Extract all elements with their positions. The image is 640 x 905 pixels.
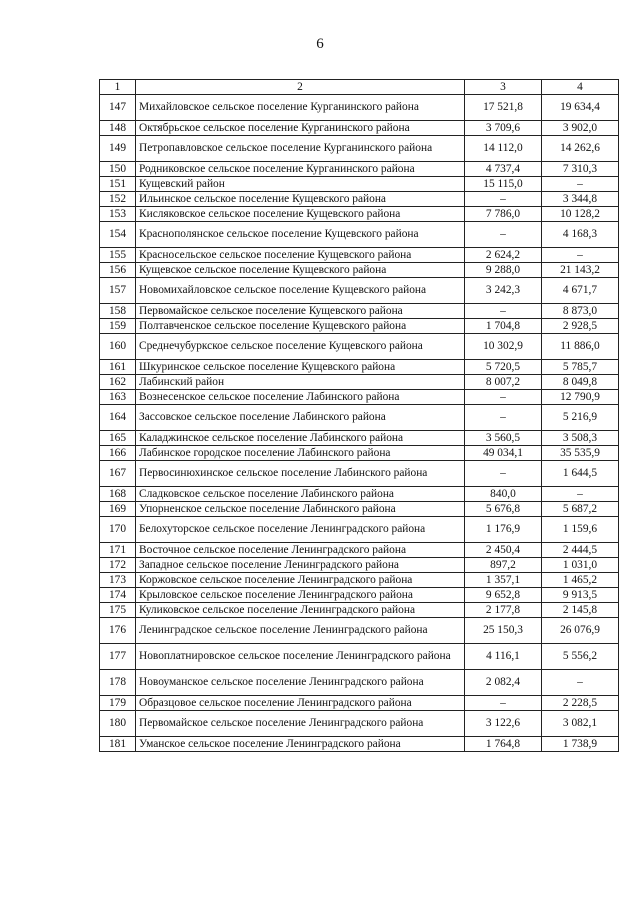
row-value-col3: 17 521,8 <box>465 95 542 121</box>
row-value-col4: 1 738,9 <box>542 737 619 752</box>
row-number: 177 <box>100 644 136 670</box>
table-row <box>100 487 619 502</box>
row-value-col4: 3 344,8 <box>542 192 619 207</box>
row-number: 155 <box>100 248 136 263</box>
row-value-col3: 49 034,1 <box>465 446 542 461</box>
row-value-col3: 3 242,3 <box>465 278 542 304</box>
row-name: Уманское сельское поселение Ленинградского района <box>136 737 465 752</box>
row-name: Михайловское сельское поселение Курганинского района <box>136 95 465 121</box>
row-name: Первосинюхинское сельское поселение Лабинского района <box>136 461 465 487</box>
row-number: 161 <box>100 360 136 375</box>
table-row <box>100 446 619 461</box>
row-value-col4: 1 644,5 <box>542 461 619 487</box>
table-row <box>100 461 619 487</box>
table-row <box>100 390 619 405</box>
row-name: Новоуманское сельское поселение Ленинградского района <box>136 670 465 696</box>
row-value-col4: 7 310,3 <box>542 162 619 177</box>
row-name: Новомихайловское сельское поселение Кущевского района <box>136 278 465 304</box>
table-row <box>100 644 619 670</box>
table-row <box>100 711 619 737</box>
row-value-col4: 5 687,2 <box>542 502 619 517</box>
row-number: 148 <box>100 121 136 136</box>
row-name: Первомайское сельское поселение Кущевского района <box>136 304 465 319</box>
row-number: 169 <box>100 502 136 517</box>
row-number: 178 <box>100 670 136 696</box>
row-number: 166 <box>100 446 136 461</box>
table-row <box>100 618 619 644</box>
table-row <box>100 543 619 558</box>
row-value-col3: 1 176,9 <box>465 517 542 543</box>
row-number: 160 <box>100 334 136 360</box>
row-value-col4: 14 262,6 <box>542 136 619 162</box>
row-value-col3: – <box>465 696 542 711</box>
row-value-col3: 4 737,4 <box>465 162 542 177</box>
row-name: Упорненское сельское поселение Лабинского района <box>136 502 465 517</box>
row-name: Полтавченское сельское поселение Кущевского района <box>136 319 465 334</box>
row-value-col4: 5 785,7 <box>542 360 619 375</box>
row-name: Белохуторское сельское поселение Ленинградского района <box>136 517 465 543</box>
row-name: Первомайское сельское поселение Ленинградского района <box>136 711 465 737</box>
row-number: 176 <box>100 618 136 644</box>
row-value-col3: – <box>465 304 542 319</box>
table-row <box>100 121 619 136</box>
row-value-col3: 5 720,5 <box>465 360 542 375</box>
row-number: 162 <box>100 375 136 390</box>
header-row <box>100 80 619 95</box>
row-name: Шкуринское сельское поселение Кущевского района <box>136 360 465 375</box>
row-name: Петропавловское сельское поселение Курганинского района <box>136 136 465 162</box>
table-row <box>100 431 619 446</box>
row-name: Новоплатнировское сельское поселение Ленинградского района <box>136 644 465 670</box>
row-value-col3: – <box>465 405 542 431</box>
row-number: 171 <box>100 543 136 558</box>
row-name: Образцовое сельское поселение Ленинградского района <box>136 696 465 711</box>
row-value-col4: 12 790,9 <box>542 390 619 405</box>
row-number: 156 <box>100 263 136 278</box>
row-name: Родниковское сельское поселение Курганинского района <box>136 162 465 177</box>
table-row <box>100 319 619 334</box>
row-name: Кущевский район <box>136 177 465 192</box>
row-number: 159 <box>100 319 136 334</box>
row-number: 174 <box>100 588 136 603</box>
table-row <box>100 588 619 603</box>
row-value-col4: 3 508,3 <box>542 431 619 446</box>
column-header-1: 1 <box>100 80 136 95</box>
column-header-2: 2 <box>136 80 465 95</box>
table-row <box>100 696 619 711</box>
table-row <box>100 517 619 543</box>
table-row <box>100 603 619 618</box>
row-value-col4: 1 031,0 <box>542 558 619 573</box>
table-row <box>100 278 619 304</box>
row-name: Красносельское сельское поселение Кущевского района <box>136 248 465 263</box>
row-value-col3: – <box>465 222 542 248</box>
row-value-col3: 9 652,8 <box>465 588 542 603</box>
row-number: 152 <box>100 192 136 207</box>
table-body <box>100 95 619 752</box>
row-value-col3: 3 709,6 <box>465 121 542 136</box>
row-value-col3: 1 357,1 <box>465 573 542 588</box>
table-row <box>100 573 619 588</box>
row-number: 168 <box>100 487 136 502</box>
row-value-col4: – <box>542 670 619 696</box>
budget-table <box>99 79 619 752</box>
row-value-col3: 1 704,8 <box>465 319 542 334</box>
row-value-col3: 5 676,8 <box>465 502 542 517</box>
row-number: 151 <box>100 177 136 192</box>
row-value-col3: 2 450,4 <box>465 543 542 558</box>
row-value-col4: – <box>542 487 619 502</box>
row-value-col4: 8 873,0 <box>542 304 619 319</box>
row-value-col3: – <box>465 461 542 487</box>
row-number: 149 <box>100 136 136 162</box>
row-number: 150 <box>100 162 136 177</box>
row-number: 179 <box>100 696 136 711</box>
row-number: 147 <box>100 95 136 121</box>
row-name: Ленинградское сельское поселение Ленинградского района <box>136 618 465 644</box>
row-value-col4: 1 465,2 <box>542 573 619 588</box>
row-number: 163 <box>100 390 136 405</box>
row-number: 153 <box>100 207 136 222</box>
page-number: 6 <box>316 36 324 52</box>
row-value-col3: 2 624,2 <box>465 248 542 263</box>
row-value-col4: 2 444,5 <box>542 543 619 558</box>
row-name: Восточное сельское поселение Ленинградского района <box>136 543 465 558</box>
row-name: Вознесенское сельское поселение Лабинского района <box>136 390 465 405</box>
row-value-col3: 3 560,5 <box>465 431 542 446</box>
table-row <box>100 405 619 431</box>
row-value-col4: 3 082,1 <box>542 711 619 737</box>
row-value-col3: 15 115,0 <box>465 177 542 192</box>
table-row <box>100 304 619 319</box>
table-row <box>100 177 619 192</box>
row-number: 164 <box>100 405 136 431</box>
row-value-col3: 14 112,0 <box>465 136 542 162</box>
row-number: 172 <box>100 558 136 573</box>
row-value-col4: 4 168,3 <box>542 222 619 248</box>
row-value-col4: 2 145,8 <box>542 603 619 618</box>
row-value-col4: 5 556,2 <box>542 644 619 670</box>
row-value-col4: 11 886,0 <box>542 334 619 360</box>
table-row <box>100 375 619 390</box>
row-name: Октябрьское сельское поселение Курганинского района <box>136 121 465 136</box>
row-number: 175 <box>100 603 136 618</box>
row-name: Краснополянское сельское поселение Кущевского района <box>136 222 465 248</box>
row-value-col4: 9 913,5 <box>542 588 619 603</box>
row-name: Ильинское сельское поселение Кущевского района <box>136 192 465 207</box>
row-number: 154 <box>100 222 136 248</box>
row-name: Коржовское сельское поселение Ленинградского района <box>136 573 465 588</box>
row-name: Кисляковское сельское поселение Кущевского района <box>136 207 465 222</box>
row-value-col3: 2 082,4 <box>465 670 542 696</box>
row-number: 173 <box>100 573 136 588</box>
row-value-col4: 1 159,6 <box>542 517 619 543</box>
row-value-col3: 3 122,6 <box>465 711 542 737</box>
table-row <box>100 263 619 278</box>
table-row <box>100 136 619 162</box>
row-value-col4: 2 228,5 <box>542 696 619 711</box>
row-value-col4: 21 143,2 <box>542 263 619 278</box>
column-header-3: 3 <box>465 80 542 95</box>
table-row <box>100 162 619 177</box>
row-name: Лабинское городское поселение Лабинского района <box>136 446 465 461</box>
row-value-col4: 19 634,4 <box>542 95 619 121</box>
table-row <box>100 334 619 360</box>
row-name: Лабинский район <box>136 375 465 390</box>
row-value-col3: 4 116,1 <box>465 644 542 670</box>
row-value-col3: 1 764,8 <box>465 737 542 752</box>
row-value-col4: 26 076,9 <box>542 618 619 644</box>
row-value-col3: 897,2 <box>465 558 542 573</box>
row-value-col4: 35 535,9 <box>542 446 619 461</box>
row-number: 158 <box>100 304 136 319</box>
row-name: Кущевское сельское поселение Кущевского района <box>136 263 465 278</box>
row-value-col3: 7 786,0 <box>465 207 542 222</box>
row-name: Куликовское сельское поселение Ленинградского района <box>136 603 465 618</box>
row-value-col4: 2 928,5 <box>542 319 619 334</box>
row-number: 181 <box>100 737 136 752</box>
row-name: Среднечубуркское сельское поселение Кущевского района <box>136 334 465 360</box>
row-value-col4: 10 128,2 <box>542 207 619 222</box>
table-row <box>100 360 619 375</box>
table-row <box>100 737 619 752</box>
row-value-col4: 4 671,7 <box>542 278 619 304</box>
row-value-col4: – <box>542 248 619 263</box>
table-row <box>100 502 619 517</box>
row-number: 157 <box>100 278 136 304</box>
row-name: Западное сельское поселение Ленинградского района <box>136 558 465 573</box>
row-value-col4: 3 902,0 <box>542 121 619 136</box>
row-number: 165 <box>100 431 136 446</box>
table-row <box>100 222 619 248</box>
row-value-col4: – <box>542 177 619 192</box>
column-header-4: 4 <box>542 80 619 95</box>
table-row <box>100 95 619 121</box>
row-number: 167 <box>100 461 136 487</box>
row-number: 180 <box>100 711 136 737</box>
row-value-col3: 9 288,0 <box>465 263 542 278</box>
table-row <box>100 192 619 207</box>
table-row <box>100 207 619 222</box>
row-value-col3: 25 150,3 <box>465 618 542 644</box>
table-row <box>100 248 619 263</box>
row-value-col3: – <box>465 192 542 207</box>
row-number: 170 <box>100 517 136 543</box>
row-name: Зассовское сельское поселение Лабинского района <box>136 405 465 431</box>
row-value-col4: 5 216,9 <box>542 405 619 431</box>
row-name: Каладжинское сельское поселение Лабинского района <box>136 431 465 446</box>
row-name: Сладковское сельское поселение Лабинского района <box>136 487 465 502</box>
row-value-col3: 8 007,2 <box>465 375 542 390</box>
row-value-col3: – <box>465 390 542 405</box>
table-row <box>100 670 619 696</box>
row-value-col3: 840,0 <box>465 487 542 502</box>
row-name: Крыловское сельское поселение Ленинградского района <box>136 588 465 603</box>
row-value-col3: 10 302,9 <box>465 334 542 360</box>
row-value-col3: 2 177,8 <box>465 603 542 618</box>
table-row <box>100 558 619 573</box>
row-value-col4: 8 049,8 <box>542 375 619 390</box>
